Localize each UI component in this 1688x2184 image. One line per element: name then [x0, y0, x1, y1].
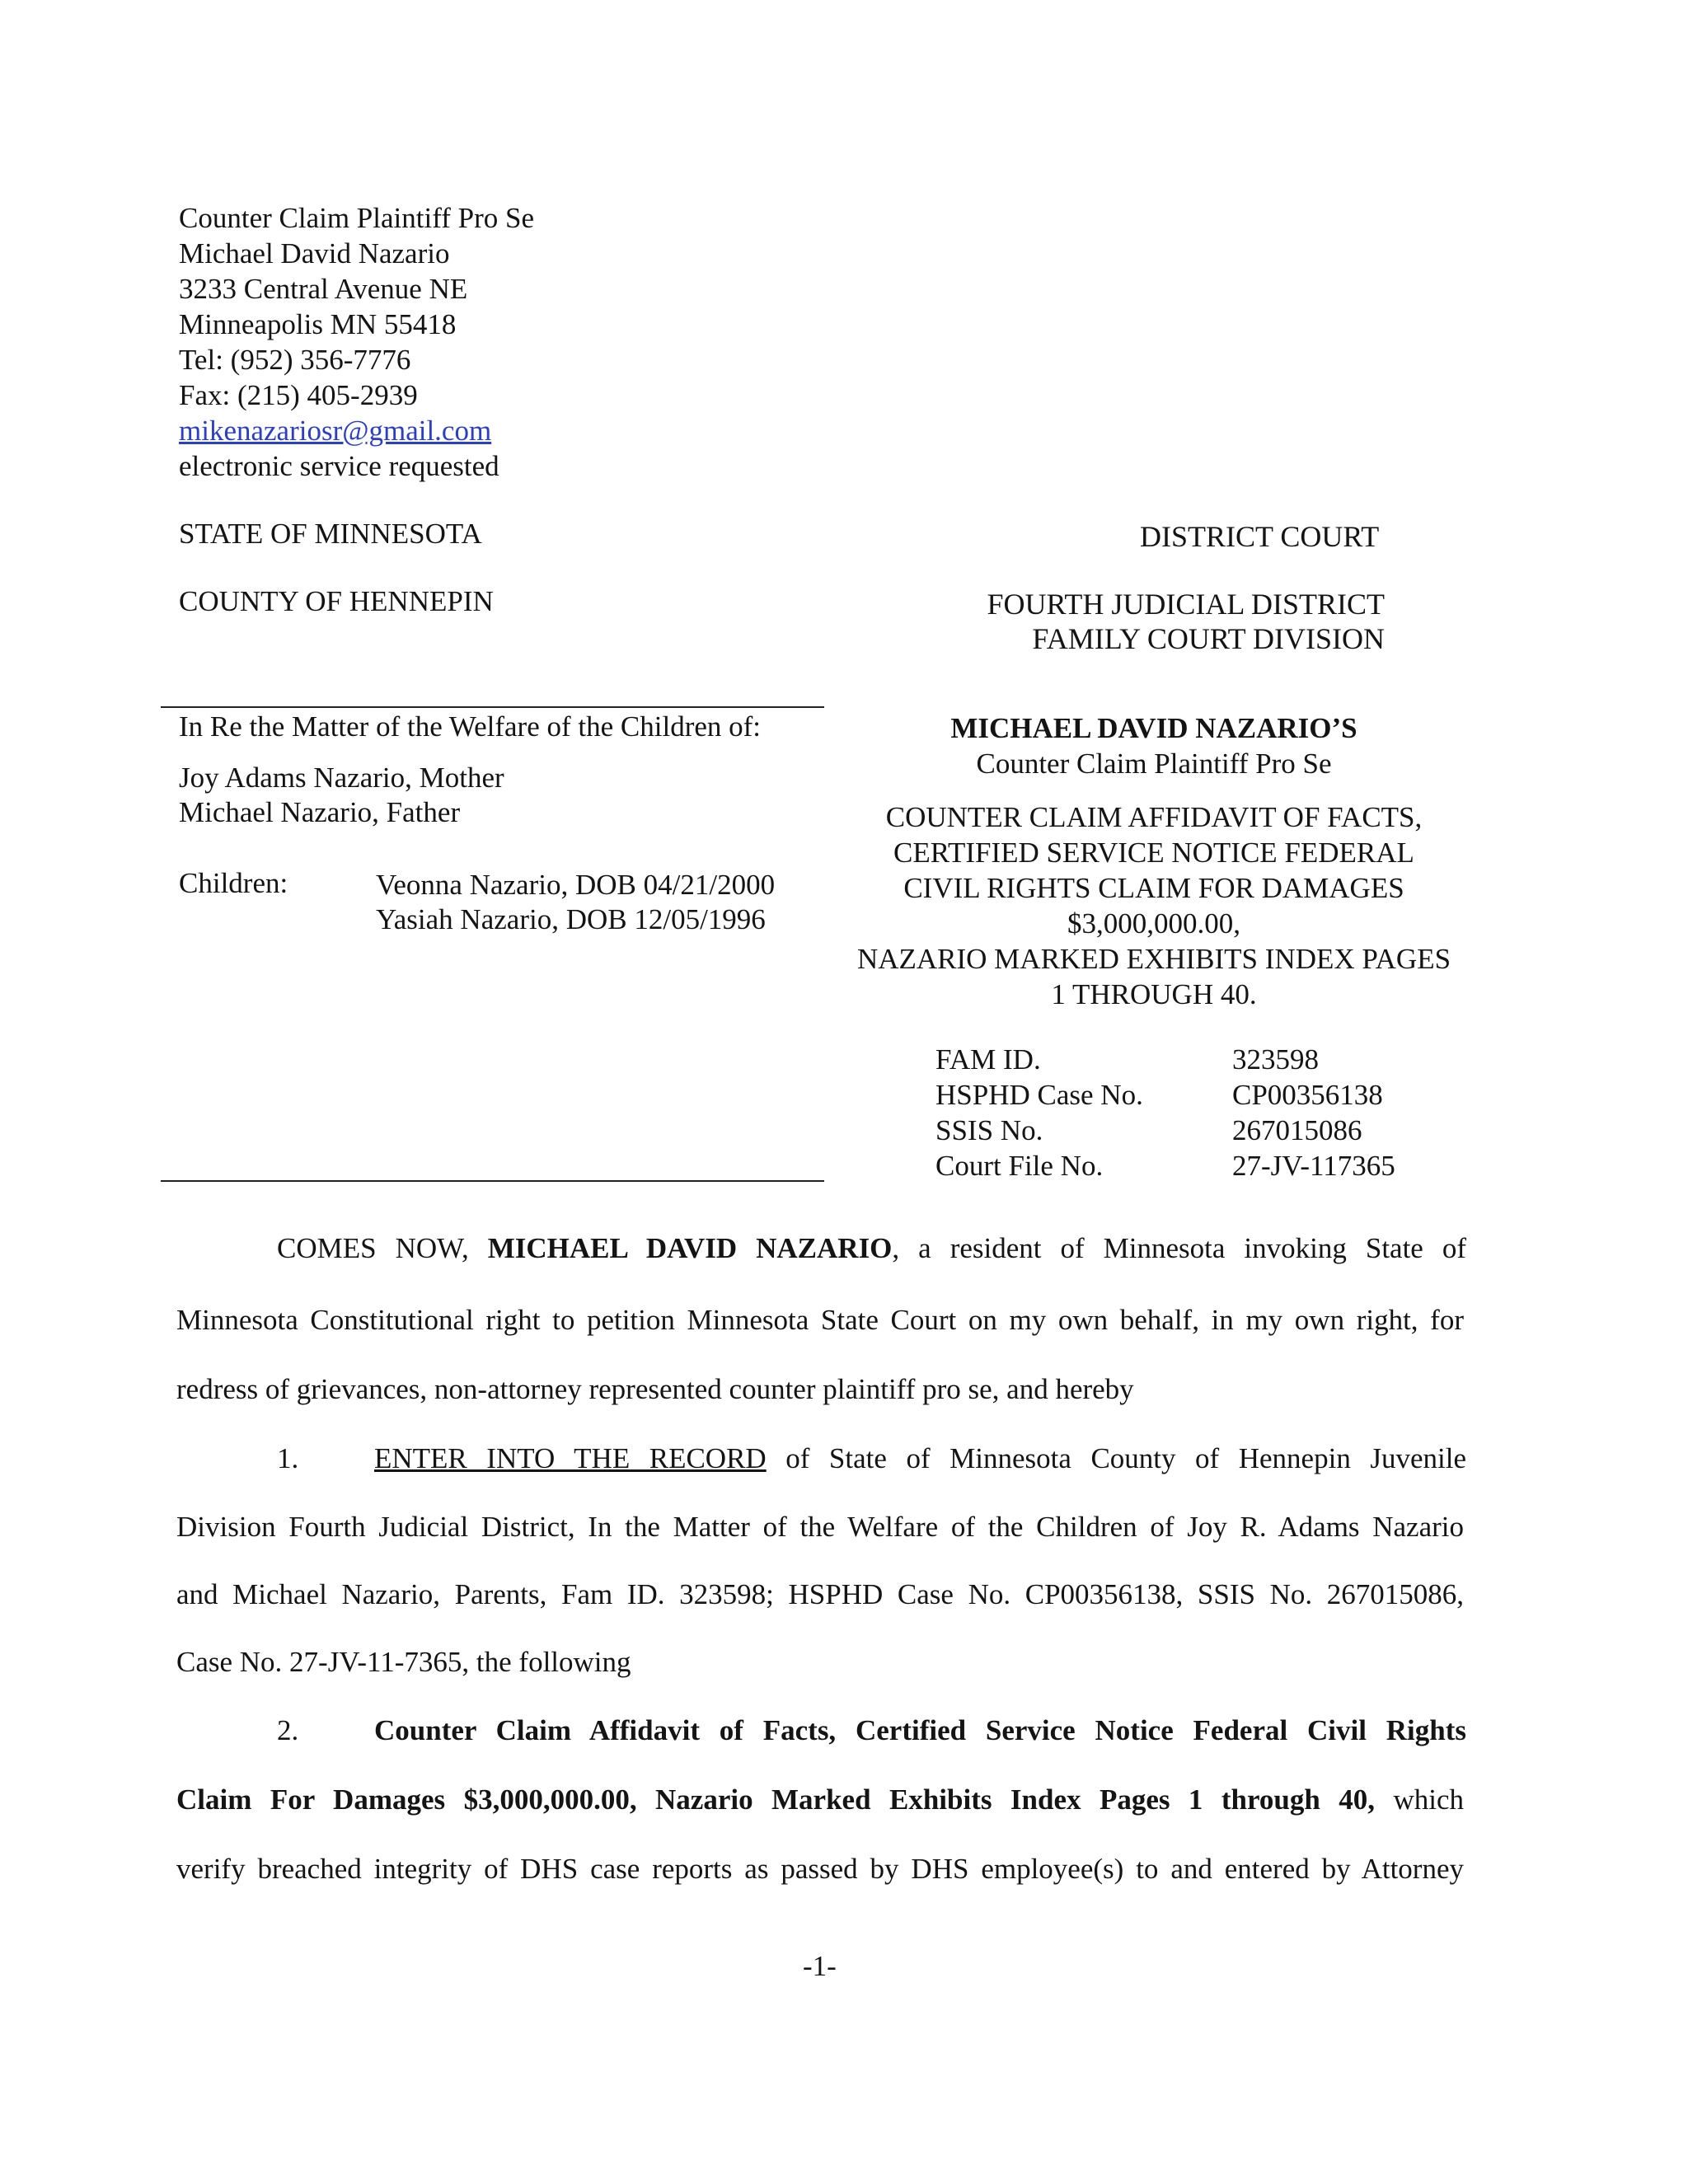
case-id-value: 323598: [1232, 1043, 1319, 1076]
body-line: Case No. 27-JV-11-7365, the following: [176, 1646, 631, 1678]
party-name-bold: MICHAEL DAVID NAZARIO: [487, 1232, 893, 1264]
case-id-row: [935, 1113, 1395, 1148]
document-title-line: CERTIFIED SERVICE NOTICE FEDERAL: [893, 837, 1414, 869]
body-text-run: COMES NOW,: [277, 1232, 488, 1264]
case-identifiers: [935, 1042, 1395, 1183]
caption-state: STATE OF MINNESOTA: [179, 518, 482, 550]
case-id-label: HSPHD Case No.: [935, 1079, 1143, 1111]
sender-fax: Fax: (215) 405-2939: [179, 379, 418, 411]
body-line: [277, 1231, 1466, 1265]
body-text-run: of State of Minnesota County of Hennepin Juvenile: [766, 1442, 1466, 1474]
document-party-role: Counter Claim Plaintiff Pro Se: [976, 748, 1332, 780]
document-title-line: CIVIL RIGHTS CLAIM FOR DAMAGES: [903, 872, 1404, 904]
case-id-label: SSIS No.: [935, 1114, 1043, 1146]
document-title: [824, 710, 1484, 1012]
case-id-row: [935, 1077, 1395, 1113]
body-line: Division Fourth Judicial District, In the Matter of the Welfare of the Children of Joy R. Adams Nazario: [176, 1511, 1464, 1543]
sender-name: Michael David Nazario: [179, 237, 450, 269]
document-title-line: 1 THROUGH 40.: [1051, 978, 1257, 1010]
caption-district: FOURTH JUDICIAL DISTRICT: [987, 588, 1385, 621]
item-number: 1.: [277, 1442, 299, 1474]
document-title-line: $3,000,000.00,: [1067, 907, 1240, 940]
sender-role: Counter Claim Plaintiff Pro Se: [179, 202, 535, 234]
sender-email-link[interactable]: mikenazariosr@gmail.com: [179, 415, 492, 447]
matter-father: Michael Nazario, Father: [179, 796, 461, 828]
sender-street: 3233 Central Avenue NE: [179, 273, 468, 305]
claim-title-bold: Counter Claim Affidavit of Facts, Certified Service Notice Federal Civil Rights: [374, 1714, 1466, 1746]
sender-city: Minneapolis MN 55418: [179, 308, 457, 340]
case-id-value: CP00356138: [1232, 1079, 1383, 1111]
caption-county: COUNTY OF HENNEPIN: [179, 585, 494, 617]
matter-mother: Joy Adams Nazario, Mother: [179, 762, 504, 794]
case-id-row: [935, 1148, 1395, 1183]
body-line: verify breached integrity of DHS case reports as passed by DHS employee(s) to and entered by Attorney: [176, 1853, 1464, 1885]
case-id-label: FAM ID.: [935, 1043, 1041, 1076]
case-id-row: [935, 1042, 1395, 1077]
body-line: Minnesota Constitutional right to petition Minnesota State Court on my own behalf, in my own right, for: [176, 1304, 1464, 1336]
body-line: [277, 1441, 1466, 1475]
case-id-label: Court File No.: [935, 1150, 1104, 1182]
body-line: [176, 1783, 1464, 1816]
service-note: electronic service requested: [179, 450, 499, 482]
matter-bottom-rule: [161, 1180, 824, 1182]
caption-court: DISTRICT COURT: [1140, 520, 1380, 553]
document-party: MICHAEL DAVID NAZARIO’S: [950, 712, 1357, 744]
body-line: redress of grievances, non-attorney represented counter plaintiff pro se, and hereby: [176, 1373, 1134, 1405]
document-title-line: NAZARIO MARKED EXHIBITS INDEX PAGES: [856, 943, 1451, 975]
body-line: [277, 1713, 1466, 1747]
body-text-run: , a resident of Minnesota invoking State of: [892, 1232, 1466, 1264]
matter-top-rule: [161, 706, 824, 708]
child-entry: Yasiah Nazario, DOB 12/05/1996: [376, 903, 766, 935]
children-label: Children:: [179, 867, 288, 899]
page-number: -1-: [803, 1950, 837, 1982]
claim-title-bold: Claim For Damages $3,000,000.00, Nazario Marked Exhibits Index Pages 1 through 40,: [176, 1783, 1376, 1816]
child-entry: Veonna Nazario, DOB 04/21/2000: [376, 869, 776, 901]
item-number: 2.: [277, 1714, 299, 1746]
case-id-value: 27-JV-117365: [1232, 1150, 1395, 1182]
caption-family-division: FAMILY COURT DIVISION: [1032, 622, 1385, 655]
caption-division: [973, 587, 1385, 656]
document-title-line: COUNTER CLAIM AFFIDAVIT OF FACTS,: [885, 801, 1423, 833]
sender-block: [179, 200, 534, 484]
body-text-run: which: [1375, 1783, 1464, 1816]
enter-record-heading: ENTER INTO THE RECORD: [374, 1442, 767, 1474]
sender-tel: Tel: (952) 356-7776: [179, 344, 411, 376]
matter-in-re: In Re the Matter of the Welfare of the Children of:: [179, 710, 762, 743]
case-id-value: 267015086: [1232, 1114, 1362, 1146]
body-line: and Michael Nazario, Parents, Fam ID. 323598; HSPHD Case No. CP00356138, SSIS No. 267015086,: [176, 1578, 1464, 1610]
